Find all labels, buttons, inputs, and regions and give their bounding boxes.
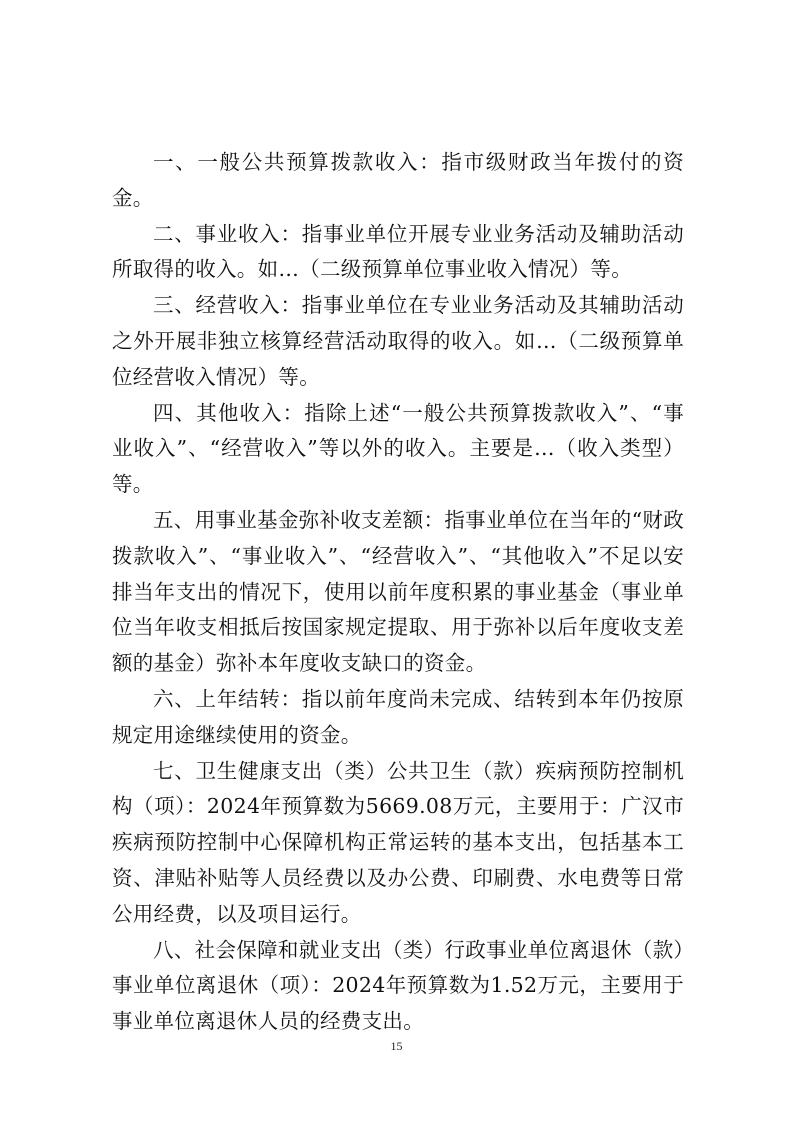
paragraph-social-security-expenditure: 八、社会保障和就业支出（类）行政事业单位离退休（款）事业单位离退休（项）：2024年预算数为1.52万元，主要用于事业单位离退休人员的经费支出。 [112,937,684,1034]
document-body [112,145,684,1040]
paragraph-business-fund: 五、用事业基金弥补收支差额：指事业单位在当年的“财政拨款收入”、“事业收入”、“经营收入”、“其他收入”不足以安排当年支出的情况下，使用以前年度积累的事业基金（事业单位当年收支相抵后按国家规定提取、用于弥补以后年度收支差额的基金）弥补本年度收支缺口的资金。 [112,507,684,676]
page-number: 15 [390,1039,403,1053]
paragraph-general-budget-income: 一、一般公共预算拨款收入：指市级财政当年拨付的资金。 [112,150,684,210]
paragraph-operating-income: 三、经营收入：指事业单位在专业业务活动及其辅助活动之外开展非独立核算经营活动取得的收入。如…（二级预算单位经营收入情况）等。 [112,293,684,389]
paragraph-health-expenditure: 七、卫生健康支出（类）公共卫生（款）疾病预防控制机构（项）：2024年预算数为5669.08万元，主要用于：广汉市疾病预防控制中心保障机构正常运转的基本支出，包括基本工资、津贴补贴等人员经费以及办公费、印刷费、水电费等日常公用经费，以及项目运行。 [112,758,684,926]
paragraph-business-income: 二、事业收入：指事业单位开展专业业务活动及辅助活动所取得的收入。如…（二级预算单位事业收入情况）等。 [112,221,684,282]
paragraph-other-income: 四、其他收入：指除上述“一般公共预算拨款收入”、“事业收入”、“经营收入”等以外的收入。主要是…（收入类型）等。 [112,400,684,497]
paragraph-carryover: 六、上年结转：指以前年度尚未完成、结转到本年仍按原规定用途继续使用的资金。 [112,686,684,747]
